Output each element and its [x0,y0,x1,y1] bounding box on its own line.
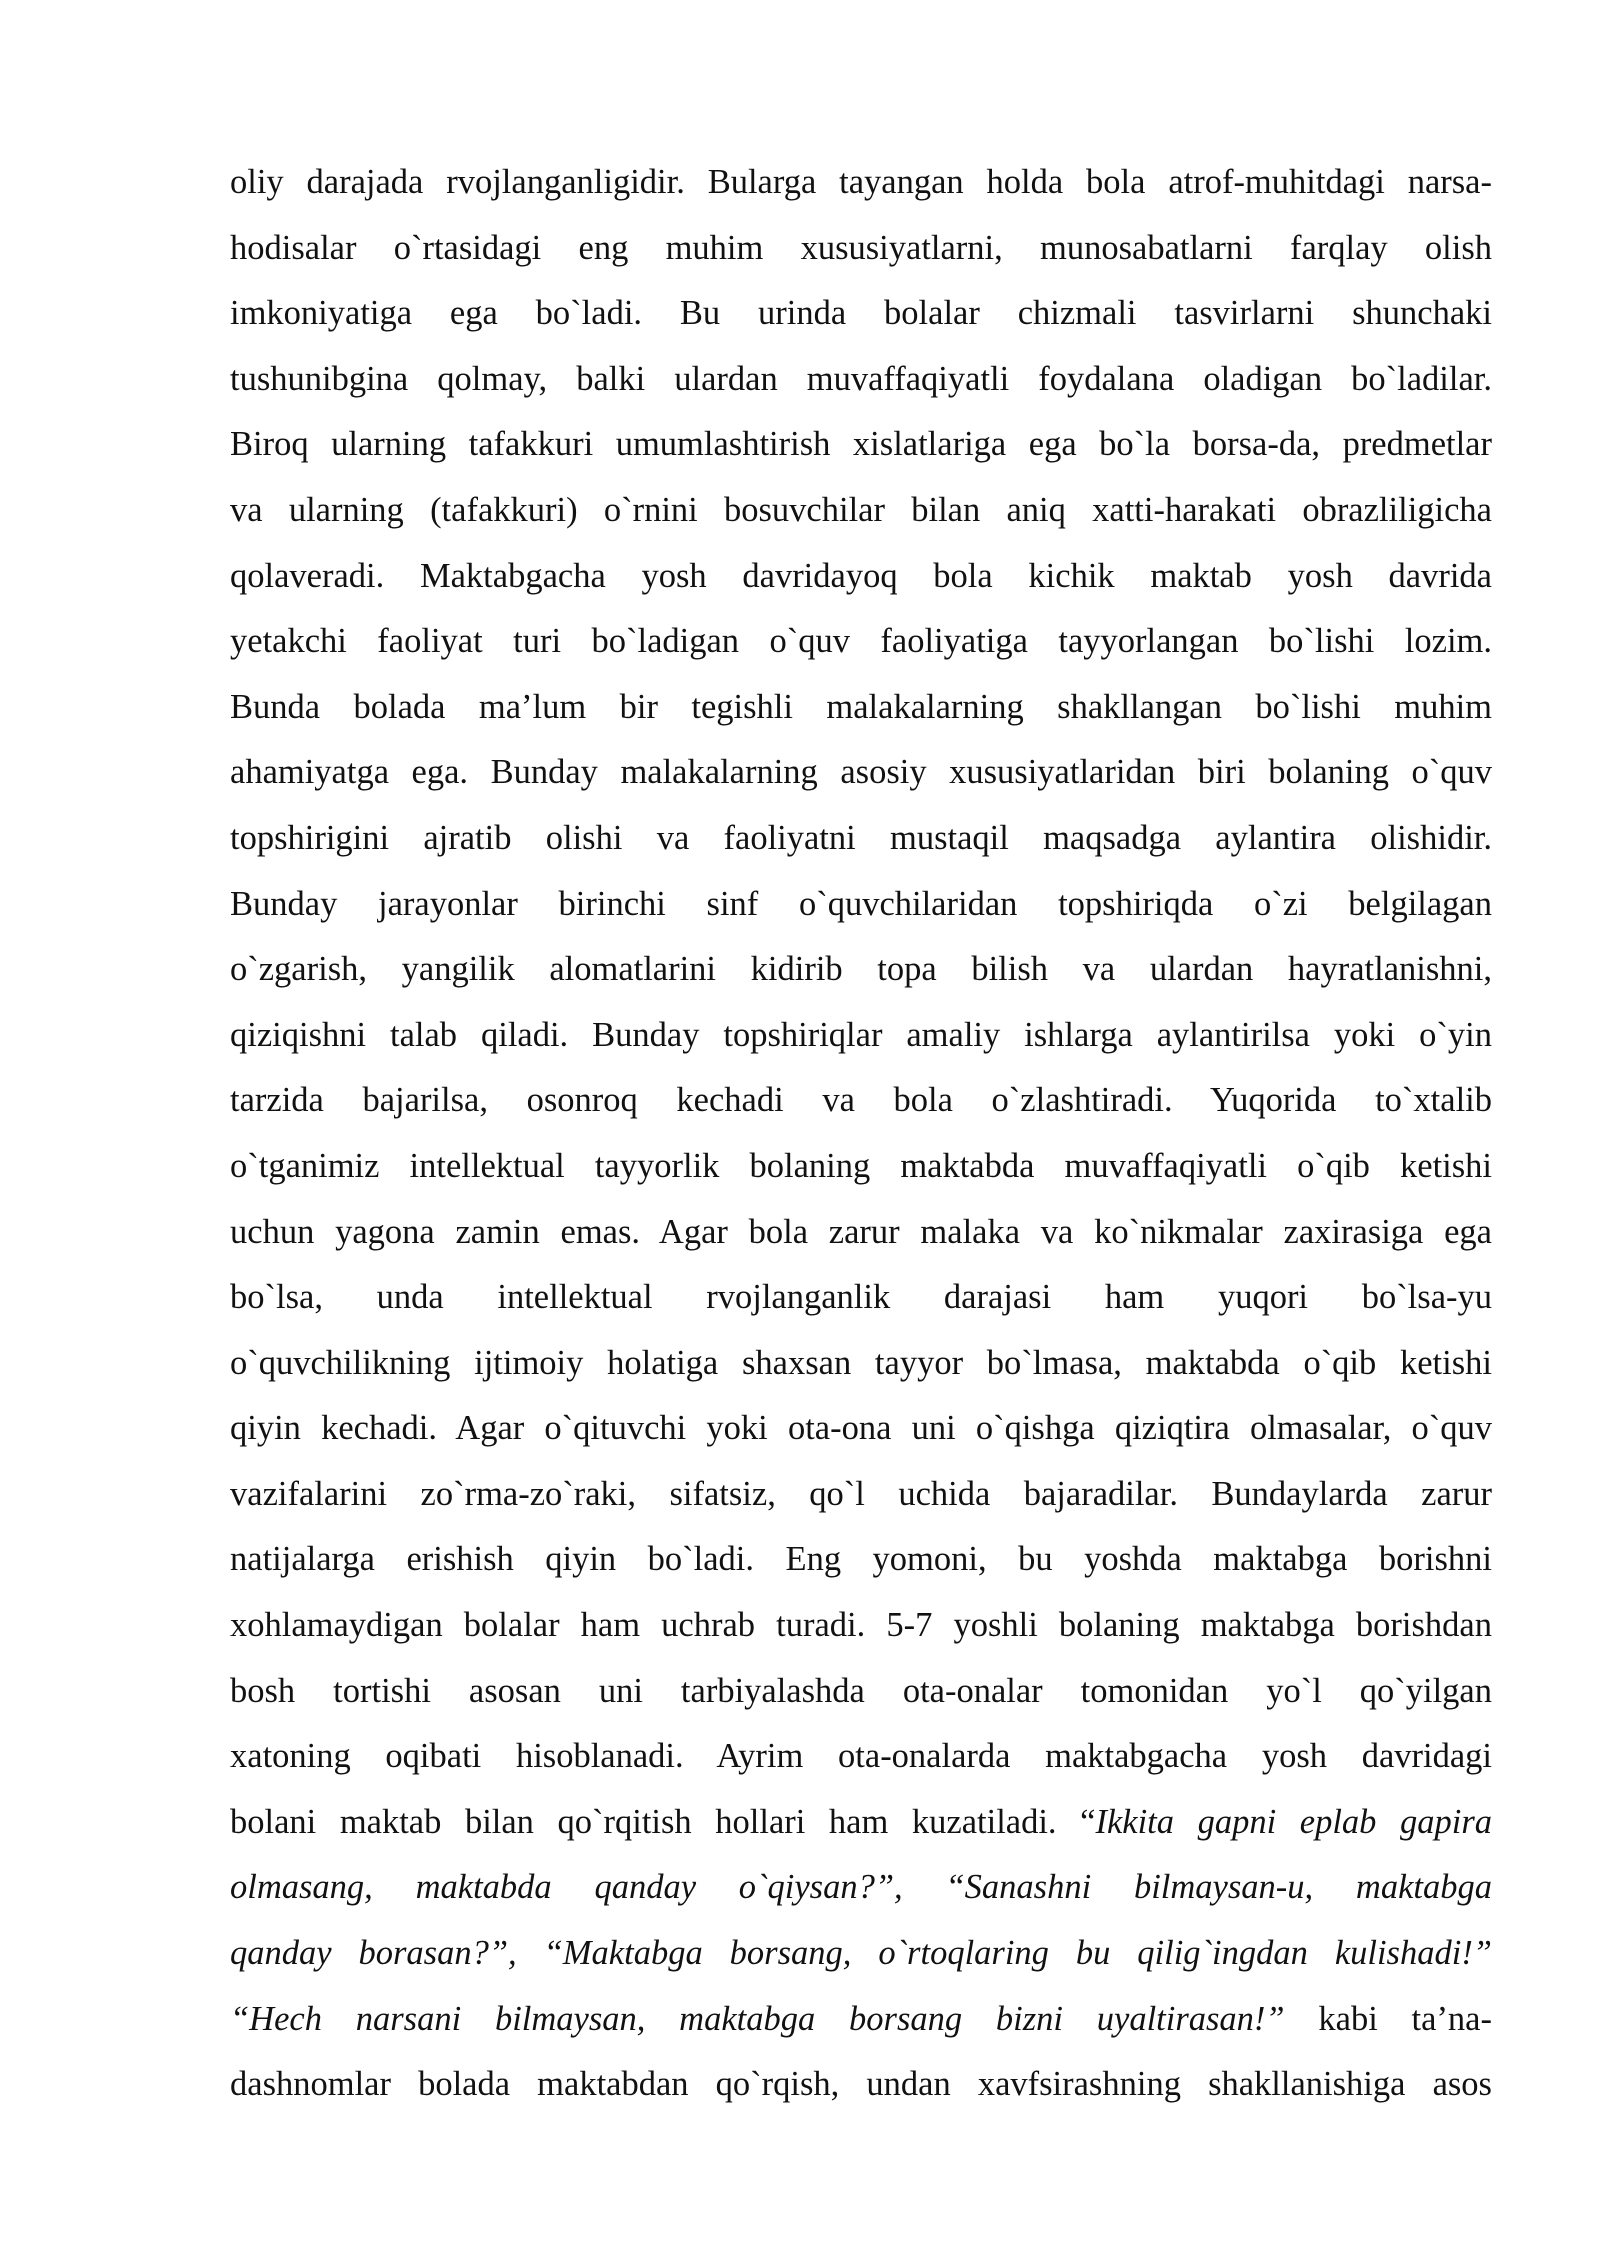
text-run: vazifalarini zo`rma-zo`raki, sifatsiz, qo`l uchida bajaradilar. Bundaylarda zarur [230,1474,1492,1513]
text-run: qolaveradi. Maktabgacha yosh davridayoq bola kichik maktab yosh davrida [230,556,1492,595]
text-line [230,740,1492,806]
text-line [230,937,1492,1003]
text-run: bolani maktab bilan qo`rqitish hollari ham kuzatiladi. “ [230,1802,1096,1841]
text-line [230,1265,1492,1331]
text-line [230,1659,1492,1725]
text-run: Bunday jarayonlar birinchi sinf o`quvchilaridan topshiriqda o`zi belgilagan [230,884,1492,923]
text-run: tushunibgina qolmay, balki ulardan muvaffaqiyatli foydalana oladigan bo`ladilar. [230,359,1492,398]
text-line [230,1003,1492,1069]
text-line [230,1987,1492,2053]
text-line [230,347,1492,413]
text-run: xohlamaydigan bolalar ham uchrab turadi. 5-7 yoshli bolaning maktabga borishdan [230,1606,1492,1645]
text-line [230,1527,1492,1593]
text-run: kabi ta’na- [1284,1999,1492,2038]
text-line [230,216,1492,282]
body-paragraph [230,150,1492,2118]
text-line [230,1134,1492,1200]
text-run: qiziqishni talab qiladi. Bunday topshiriqlar amaliy ishlarga aylantirilsa yoki o`yin [230,1015,1492,1054]
text-line [230,281,1492,347]
text-run: o`quvchilikning ijtimoiy holatiga shaxsan tayyor bo`lmasa, maktabda o`qib ketishi [230,1343,1492,1382]
text-run: oliy darajada rvojlanganligidir. Bularga tayangan holda bola atrof-muhitdagi narsa- [230,163,1492,201]
text-line [230,1068,1492,1134]
text-run: bosh tortishi asosan uni tarbiyalashda ota-onalar tomonidan yo`l qo`yilgan [230,1671,1492,1710]
text-line [230,478,1492,544]
text-run: yetakchi faoliyat turi bo`ladigan o`quv faoliyatiga tayyorlangan bo`lishi lozim. [230,622,1492,661]
text-run: dashnomlar bolada maktabdan qo`rqish, undan xavfsirashning shakllanishiga asos [230,2065,1492,2104]
text-line [230,412,1492,478]
text-run: topshirigini ajratib olishi va faoliyatni mustaqil maqsadga aylantira olishidir. [230,818,1492,857]
text-run: Bunda bolada ma’lum bir tegishli malakalarning shakllangan bo`lishi muhim [230,687,1492,726]
text-run: imkoniyatiga ega bo`ladi. Bu urinda bolalar chizmali tasvirlarni shunchaki [230,294,1492,333]
text-line [230,1462,1492,1528]
text-line [230,1331,1492,1397]
text-run: xatoning oqibati hisoblanadi. Ayrim ota-onalarda maktabgacha yosh davridagi [230,1737,1492,1776]
text-run: va ularning (tafakkuri) o`rnini bosuvchilar bilan aniq xatti-harakati obrazliligicha [230,490,1492,529]
text-run: bo`lsa, unda intellektual rvojlanganlik darajasi ham yuqori bo`lsa-yu [230,1278,1492,1317]
text-line [230,872,1492,938]
text-run: o`zgarish, yangilik alomatlarini kidirib topa bilish va ulardan hayratlanishni, [230,950,1492,989]
text-run: ahamiyatga ega. Bunday malakalarning asosiy xususiyatlaridan biri bolaning o`quv [230,753,1492,792]
text-line [230,2052,1492,2118]
text-run: o`tganimiz intellektual tayyorlik bolaning maktabda muvaffaqiyatli o`qib ketishi [230,1146,1492,1185]
italic-quote-text: qanday borasan?”, “Maktabga borsang, o`rtoqlaring bu qilig`ingdan kulishadi!” [230,1934,1492,1973]
text-line [230,1593,1492,1659]
text-line [230,1855,1492,1921]
text-run: natijalarga erishish qiyin bo`ladi. Eng yomoni, bu yoshda maktabga borishni [230,1540,1492,1579]
text-line [230,1396,1492,1462]
text-run: hodisalar o`rtasidagi eng muhim xususiyatlarni, munosabatlarni farqlay olish [230,228,1492,267]
text-line [230,675,1492,741]
text-line [230,1200,1492,1266]
text-line [230,150,1492,216]
text-run: qiyin kechadi. Agar o`qituvchi yoki ota-ona uni o`qishga qiziqtira olmasalar, o`quv [230,1409,1492,1448]
italic-quote-text: “Hech narsani bilmaysan, maktabga borsang bizni uyaltirasan!” [230,1999,1285,2038]
text-run: Biroq ularning tafakkuri umumlashtirish xislatlariga ega bo`la borsa-da, predmetlar [230,425,1492,464]
text-run: tarzida bajarilsa, osonroq kechadi va bola o`zlashtiradi. Yuqorida to`xtalib [230,1081,1492,1120]
text-line [230,1790,1492,1856]
text-line [230,1724,1492,1790]
text-line [230,1921,1492,1987]
text-line [230,544,1492,610]
text-line [230,806,1492,872]
text-line [230,609,1492,675]
text-run: uchun yagona zamin emas. Agar bola zarur malaka va ko`nikmalar zaxirasiga ega [230,1212,1492,1251]
italic-quote-text: Ikkita gapni eplab gapira [1095,1802,1493,1841]
italic-quote-text: olmasang, maktabda qanday o`qiysan?”, “Sanashni bilmaysan-u, maktabga [230,1868,1492,1907]
